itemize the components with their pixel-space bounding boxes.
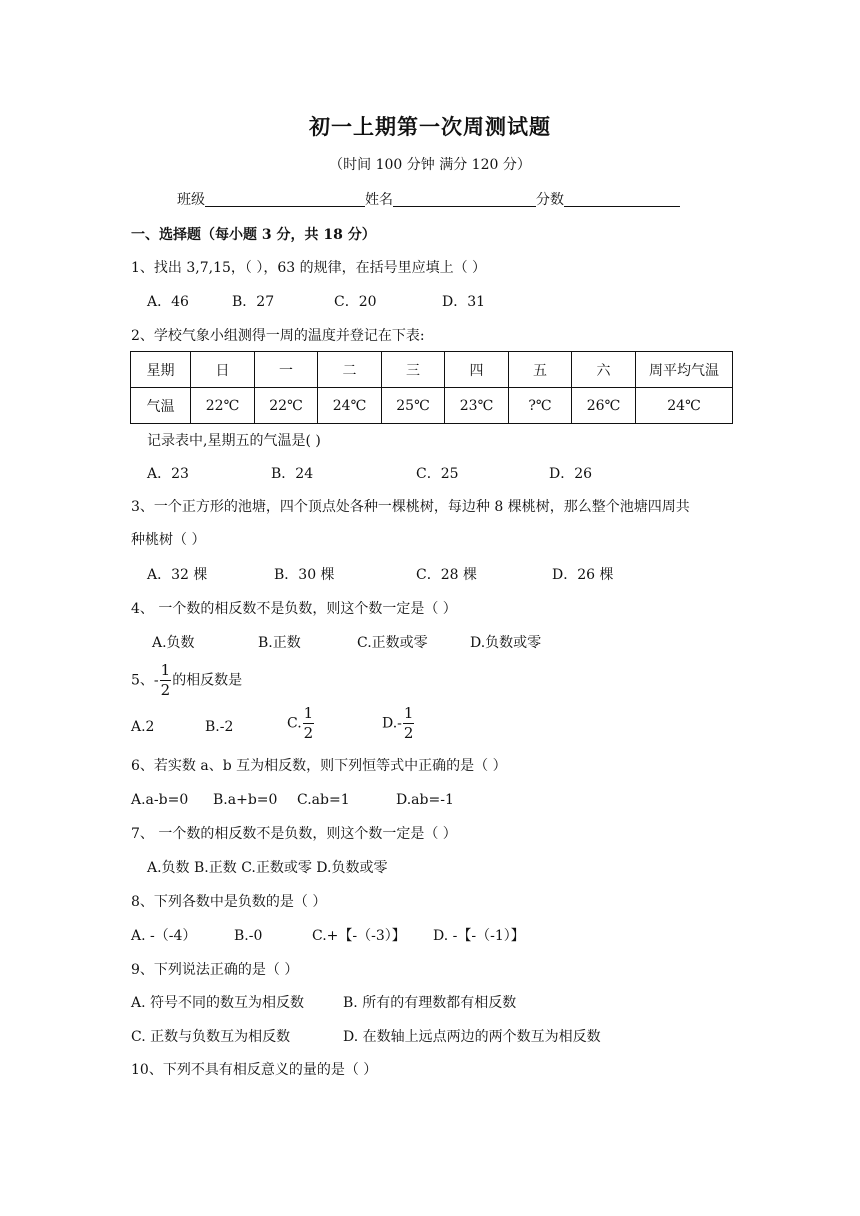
q8-option-d: D. -【-（-1）】 [433,928,525,944]
q5-fraction [160,663,172,698]
fraction-numerator: 1 [403,704,414,722]
score-field[interactable] [564,192,680,207]
section-heading: 一、选择题（每小题 3 分，共 18 分） [131,227,376,243]
q1-option-c: C．20 [334,294,377,310]
table-cell: 23℃ [445,388,509,424]
q9-option-c: C. 正数与负数互为相反数 [131,1029,291,1045]
q1-option-a: A．46 [147,294,189,310]
table-cell: ?℃ [509,388,572,424]
q6-option-d: D.ab=-1 [396,792,454,808]
question-9: 9、下列说法正确的是（ ） [131,962,299,978]
temperature-table [130,351,733,424]
q2-option-a: A．23 [147,466,189,482]
q5-option-c [287,706,315,741]
table-cell: 六 [572,352,636,388]
fraction-denominator: 2 [160,681,171,699]
q6-option-b: B.a+b=0 [213,792,278,808]
q1-option-b: B．27 [232,294,275,310]
q5-suffix: 的相反数是 [172,672,243,689]
q1-option-d: D．31 [442,294,486,310]
q4-option-a: A.负数 [152,635,195,651]
table-cell: 三 [382,352,445,388]
table-cell: 四 [445,352,509,388]
table-cell: 日 [191,352,255,388]
question-5 [131,663,242,698]
table-row [131,388,733,424]
table-header-row [131,352,733,388]
q5-option-b: B.-2 [205,719,234,735]
class-label: 班级 [177,192,205,208]
q5-prefix: 5、- [131,672,159,689]
fraction-numerator: 1 [303,704,314,722]
table-cell: 一 [255,352,318,388]
table-cell: 25℃ [382,388,445,424]
q5-option-a: A.2 [131,719,155,735]
table-cell: 22℃ [255,388,318,424]
table-cell: 二 [318,352,382,388]
question-3-line-2: 种桃树（ ） [131,532,206,548]
table-cell: 22℃ [191,388,255,424]
name-label: 姓名 [365,192,393,208]
q2-option-b: B．24 [271,466,314,482]
q7-options: A.负数 B.正数 C.正数或零 D.负数或零 [147,860,388,876]
q5-option-d-fraction [403,706,415,741]
q9-option-d: D. 在数轴上远点两边的两个数互为相反数 [343,1029,601,1045]
fraction-numerator: 1 [160,661,171,679]
q5-option-c-fraction [303,706,315,741]
student-info-line [177,192,680,207]
question-1: 1、找出 3,7,15，（ ），63 的规律，在括号里应填上（ ） [131,260,487,276]
question-7: 7、 一个数的相反数不是负数，则这个数一定是（ ） [131,826,457,842]
q2-prompt: 记录表中,星期五的气温是( ) [147,433,321,449]
table-cell: 气温 [131,388,191,424]
table-cell: 周平均气温 [636,352,733,388]
question-10: 10、下列不具有相反意义的量的是（ ） [131,1062,378,1078]
name-field[interactable] [393,192,536,207]
q2-option-c: C．25 [416,466,459,482]
table-cell: 26℃ [572,388,636,424]
q8-option-a: A. -（-4） [131,928,197,944]
question-3-line-1: 3、一个正方形的池塘，四个顶点处各种一棵桃树，每边种 8 棵桃树，那么整个池塘四周共 [131,499,690,515]
exam-subtitle: （时间 100 分钟 满分 120 分） [329,157,531,173]
q9-option-b: B. 所有的有理数都有相反数 [343,995,517,1011]
q8-option-b: B.-0 [234,928,263,944]
q9-option-a: A. 符号不同的数互为相反数 [131,995,305,1011]
q4-option-d: D.负数或零 [470,635,542,651]
page-title: 初一上期第一次周测试题 [309,114,551,139]
q3-option-d: D．26 棵 [552,567,614,583]
q8-option-c: C.+【-（-3）】 [312,928,406,944]
q3-option-c: C．28 棵 [416,567,477,583]
table-cell: 星期 [131,352,191,388]
q5-option-d [382,706,415,741]
q4-option-b: B.正数 [258,635,301,651]
question-6: 6、若实数 a、b 互为相反数，则下列恒等式中正确的是（ ） [131,758,507,774]
fraction-denominator: 2 [303,724,314,742]
table-cell: 24℃ [636,388,733,424]
question-8: 8、下列各数中是负数的是（ ） [131,894,327,910]
table-cell: 五 [509,352,572,388]
question-2: 2、学校气象小组测得一周的温度并登记在下表: [131,328,425,344]
q3-option-a: A．32 棵 [147,567,208,583]
class-field[interactable] [205,192,365,207]
q5-option-d-prefix: D.- [382,715,402,732]
q2-option-d: D．26 [549,466,593,482]
q6-option-a: A.a-b=0 [131,792,189,808]
fraction-denominator: 2 [403,724,414,742]
table-cell: 24℃ [318,388,382,424]
q4-option-c: C.正数或零 [357,635,428,651]
q3-option-b: B．30 棵 [274,567,335,583]
score-label: 分数 [536,192,564,208]
q5-option-c-prefix: C. [287,715,302,732]
q6-option-c: C.ab=1 [297,792,350,808]
question-4: 4、 一个数的相反数不是负数，则这个数一定是（ ） [131,601,457,617]
